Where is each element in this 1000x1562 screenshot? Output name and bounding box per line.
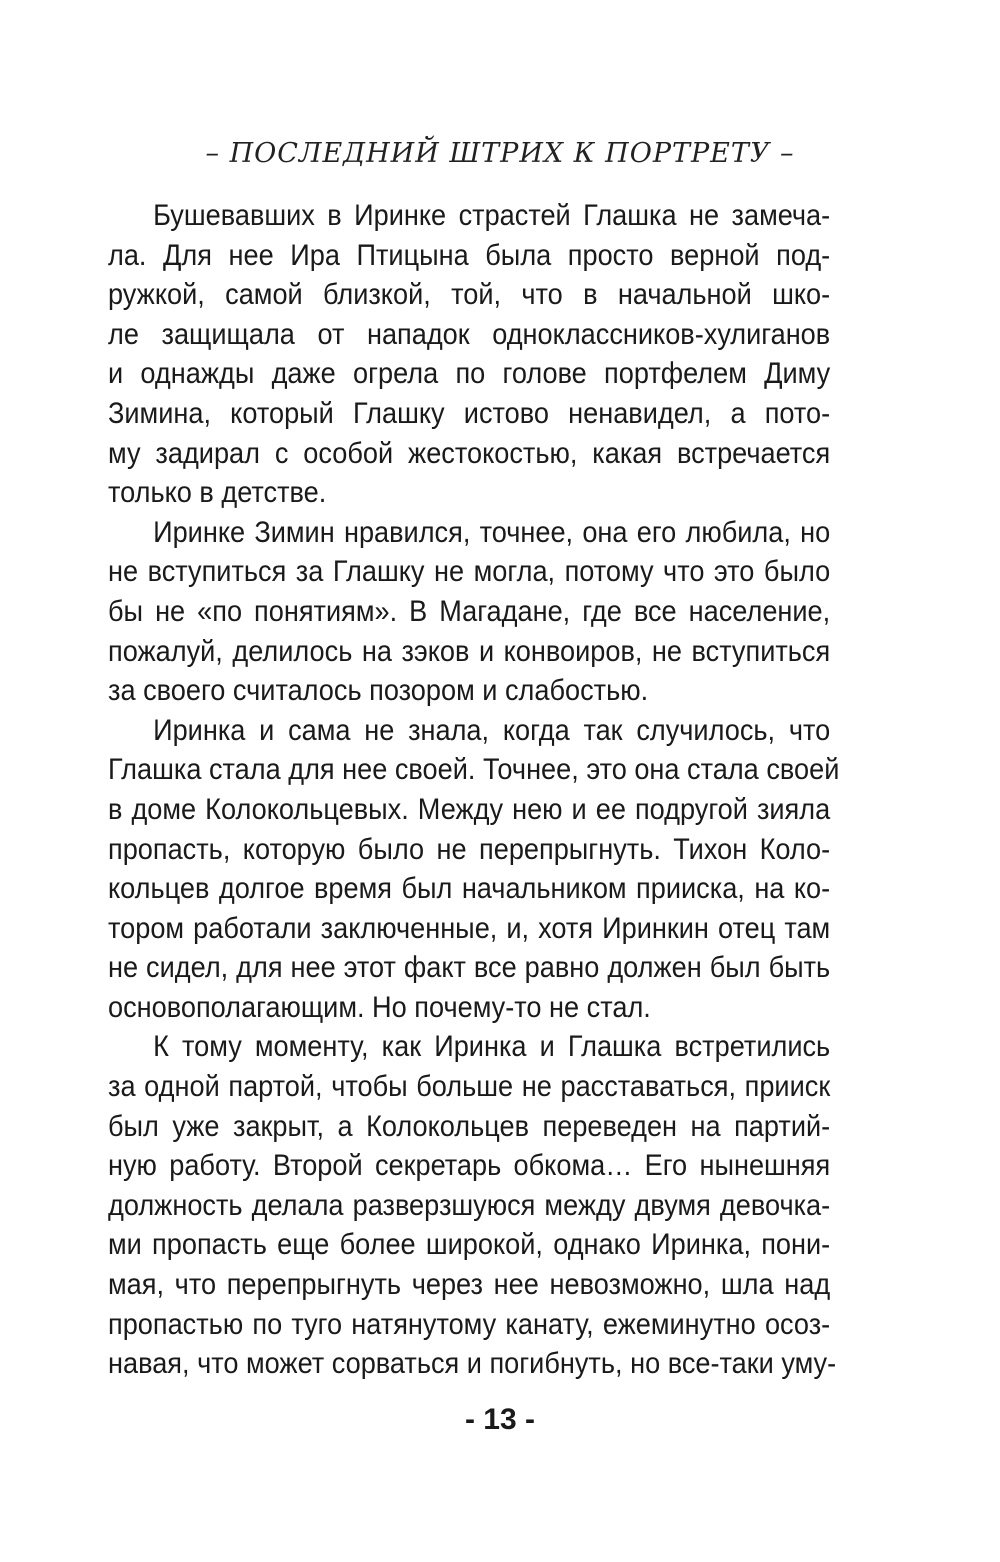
text-line: пропастью по туго натянутому канату, ежеминутно осоз- xyxy=(108,1307,831,1341)
running-head: – ПОСЛЕДНИЙ ШТРИХ К ПОРТРЕТУ – xyxy=(205,138,795,169)
text-line: был уже закрыт, а Колокольцев переведен на партий- xyxy=(108,1109,831,1143)
body-text xyxy=(108,196,840,1384)
text-line: пропасть, которую было не перепрыгнуть. Тихон Коло- xyxy=(108,832,831,866)
text-line: не сидел, для нее этот факт все равно должен был быть xyxy=(108,951,831,985)
paragraph xyxy=(108,1027,837,1383)
text-line: за своего считалось позором и слабостью. xyxy=(108,674,649,708)
text-line: и однажды даже огрела по голове портфелем Диму xyxy=(108,357,831,391)
text-line: Иринке Зимин нравился, точнее, она его любила, но xyxy=(153,515,831,549)
text-line: кольцев долгое время был начальником прииска, на ко- xyxy=(108,872,831,906)
text-line: Бушевавших в Иринке страстей Глашка не замеча- xyxy=(153,199,831,232)
text-line: навая, что может сорваться и погибнуть, но все-таки уму- xyxy=(108,1347,837,1381)
text-line: му задирал с особой жестокостью, какая встречается xyxy=(108,436,831,470)
text-line: К тому моменту, как Иринка и Глашка встретились xyxy=(153,1030,831,1064)
text-line: в доме Колокольцевых. Между нею и ее подругой зияла xyxy=(108,792,831,826)
text-line: ми пропасть еще более широкой, однако Иринка, пони- xyxy=(108,1228,831,1262)
text-line: Зимина, который Глашку истово ненавидел, а пото- xyxy=(108,396,831,430)
text-line: не вступиться за Глашку не могла, потому что это было xyxy=(108,555,831,589)
text-line: только в детстве. xyxy=(108,476,327,510)
text-line: мая, что перепрыгнуть через нее невозможно, шла над xyxy=(108,1268,831,1302)
text-line: ружкой, самой близкой, той, что в начальной шко- xyxy=(108,278,831,312)
text-line: ную работу. Второй секретарь обкома… Его нынешняя xyxy=(108,1149,831,1183)
text-line: Глашка стала для нее своей. Точнее, это она стала своей xyxy=(108,753,840,787)
text-line: ле защищала от нападок одноклассников-хулиганов xyxy=(108,317,831,351)
paragraph xyxy=(108,513,830,711)
paragraph xyxy=(108,711,840,1028)
text-line: пожалуй, делилось на зэков и конвоиров, не вступиться xyxy=(108,634,831,668)
page-number: - 13 - xyxy=(464,1403,536,1436)
paragraph xyxy=(108,196,830,513)
text-line: бы не «по понятиям». В Магадане, где все население, xyxy=(108,594,831,628)
text-line: Иринка и сама не знала, когда так случилось, что xyxy=(153,713,831,747)
text-line: должность делала разверзшуюся между двумя девочка- xyxy=(108,1188,831,1222)
text-line: основополагающим. Но почему-то не стал. xyxy=(108,990,651,1024)
text-line: тором работали заключенные, и, хотя Иринкин отец там xyxy=(108,911,831,945)
text-line: за одной партой, чтобы больше не расставаться, прииск xyxy=(108,1070,831,1104)
text-line: ла. Для нее Ира Птицына была просто верной под- xyxy=(108,238,831,272)
